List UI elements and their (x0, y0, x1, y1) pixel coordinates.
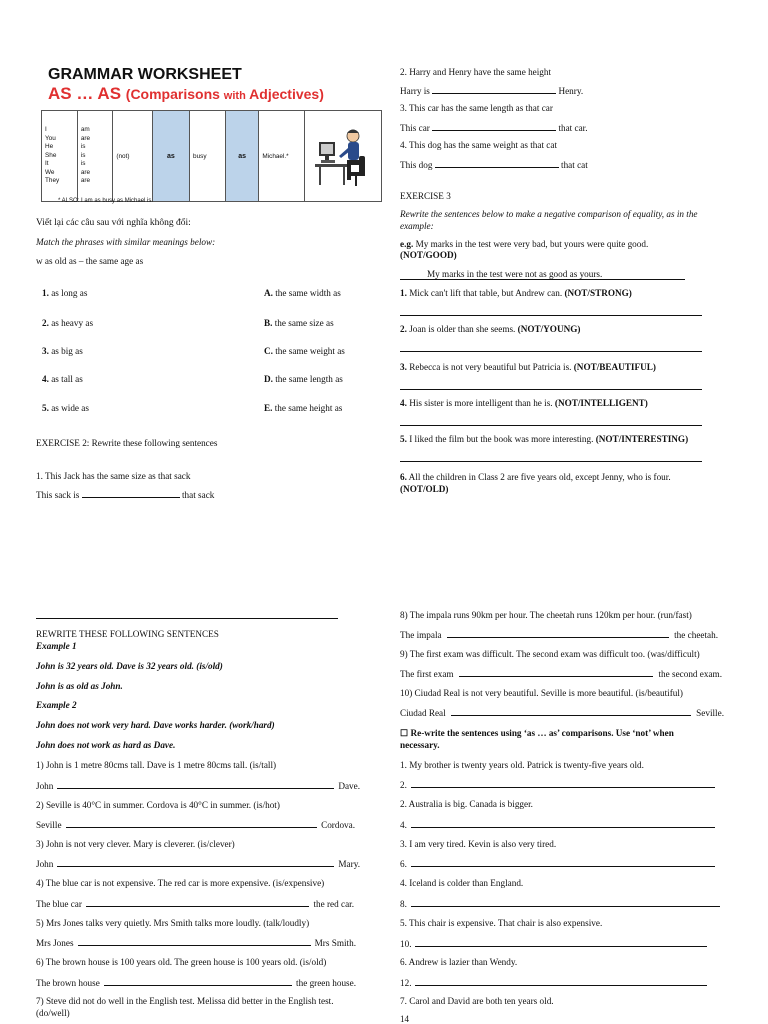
person-at-computer-illustration (305, 111, 382, 202)
exercise2-item3-answer: This car that car. (400, 123, 588, 133)
rewrite-question: 5) Mrs Jones talks very quietly. Mrs Smith talks more loudly. (talk/loudly) (36, 918, 310, 928)
answer-blank[interactable] (78, 937, 311, 946)
answer-blank[interactable] (415, 977, 707, 986)
subtitle-as: AS … AS (48, 84, 122, 103)
vietnamese-instruction: Viết lại các câu sau với nghĩa không đổi: (36, 218, 191, 228)
answer-line[interactable] (400, 425, 702, 426)
rewrite-question-7-line1: 7) Steve did not do well in the English test. Melissa did better in the English test. (36, 996, 334, 1006)
exercise3-item: 4. His sister is more intelligent than he is. (NOT/INTELLIGENT) (400, 398, 648, 408)
verb-column (77, 111, 112, 202)
rewrite-answer-row: Mrs Jones Mrs Smith. (36, 938, 356, 948)
answer-blank[interactable] (411, 898, 720, 907)
match-left-item: 5. as wide as (42, 403, 89, 413)
comparison-question: 6. Andrew is lazier than Wendy. (400, 957, 518, 967)
object-cell: Michael.* (259, 111, 305, 202)
rewrite-answer-row: John Mary. (36, 859, 360, 869)
comparison-question: 3. I am very tired. Kevin is also very tired. (400, 839, 557, 849)
pronoun: He (45, 143, 54, 151)
exercise3-item: 5. I liked the film but the book was more interesting. (NOT/INTERESTING) (400, 434, 689, 444)
match-example: w as old as – the same age as (36, 256, 144, 266)
not-cell: (not) (113, 111, 152, 202)
match-right-item: B. the same size as (264, 318, 334, 328)
person-at-computer-icon (311, 120, 375, 190)
verb: is (80, 160, 86, 168)
exercise3-item: 1. Mick can't lift that table, but Andrew can. (NOT/STRONG) (400, 288, 632, 298)
exercise3-example: e.g. My marks in the test were very bad, but yours were quite good. (400, 239, 649, 249)
answer-blank[interactable] (104, 977, 292, 986)
exercise2-item3: 3. This car has the same length as that car (400, 103, 553, 113)
answer-blank[interactable] (411, 779, 715, 788)
comparison-question: 5. This chair is expensive. That chair is also expensive. (400, 918, 603, 928)
exercise3-item: 3. Rebecca is not very beautiful but Patricia is. (NOT/BEAUTIFUL) (400, 362, 656, 372)
pronoun: You (45, 134, 56, 142)
exercise3-example-answer: My marks in the test were not as good as yours. (400, 269, 685, 280)
conjugation-table (41, 110, 382, 202)
comparison-answer-row: 10. (400, 938, 707, 949)
answer-blank[interactable] (435, 159, 559, 168)
exercise2-item2: 2. Harry and Henry have the same height (400, 67, 552, 77)
answer-blank[interactable] (432, 85, 556, 94)
match-right-item: C. the same weight as (264, 346, 345, 356)
comparison-question: 7. Carol and David are both ten years old. (400, 996, 554, 1006)
answer-blank[interactable] (415, 938, 707, 947)
rewrite-question: 9) The first exam was difficult. The second exam was difficult too. (was/difficult) (400, 649, 700, 659)
adjective-cell: busy (190, 111, 226, 202)
comparison-answer-row: 2. (400, 779, 715, 790)
example1-label: Example 1 (36, 641, 77, 651)
rewrite-question: 8) The impala runs 90km per hour. The cheetah runs 120km per hour. (run/fast) (400, 610, 692, 620)
answer-line[interactable] (400, 461, 702, 462)
example2-answer: John does not work as hard as Dave. (36, 740, 176, 750)
exercise3-item: 2. Joan is older than she seems. (NOT/YOUNG) (400, 324, 581, 334)
answer-line[interactable] (400, 351, 702, 352)
rewrite-question: 1) John is 1 metre 80cms tall. Dave is 1 metre 80cms tall. (is/tall) (36, 760, 277, 770)
comparison-answer-row: 4. (400, 819, 715, 830)
rewrite-instruction-line2: necessary. (400, 740, 440, 750)
example2-question: John does not work very hard. Dave works harder. (work/hard) (36, 720, 275, 730)
exercise2-item1-answer: This sack is that sack (36, 490, 215, 500)
subtitle-paren: (Comparisons (125, 86, 224, 102)
answer-blank[interactable] (57, 858, 334, 867)
rewrite-answer-row: Ciudad Real Seville. (400, 708, 724, 718)
rewrite-answer-row: Seville Cordova. (36, 820, 355, 830)
pronoun: It (45, 160, 49, 168)
rewrite-answer-row: The blue car the red car. (36, 899, 354, 909)
verb: is (80, 151, 86, 159)
worksheet-title: GRAMMAR WORKSHEET (48, 66, 242, 83)
divider-line (36, 618, 338, 619)
answer-blank[interactable] (82, 489, 180, 498)
rewrite-question: 4) The blue car is not expensive. The red car is more expensive. (is/expensive) (36, 878, 325, 888)
exercise3-instruction-line2: example: (400, 221, 434, 231)
answer-blank[interactable] (66, 819, 318, 828)
answer-blank[interactable] (447, 629, 670, 638)
verb: am (80, 126, 90, 134)
answer-blank[interactable] (451, 707, 691, 716)
example1-answer: John is as old as John. (36, 681, 123, 691)
exercise2-item1: 1. This Jack has the same size as that sack (36, 471, 191, 481)
comparison-question: 2. Australia is big. Canada is bigger. (400, 799, 533, 809)
answer-blank[interactable] (57, 780, 334, 789)
comparison-question: 1. My brother is twenty years old. Patrick is twenty-five years old. (400, 760, 644, 770)
answer-blank[interactable] (411, 819, 715, 828)
rewrite-question: 2) Seville is 40°C in summer. Cordova is 40°C in summer. (is/hot) (36, 800, 280, 810)
match-instruction: Match the phrases with similar meanings below: (36, 237, 216, 247)
verb: are (80, 168, 91, 176)
comparison-answer-row: 12. (400, 977, 707, 988)
subtitle-with: with (223, 90, 246, 102)
exercise3-item6: 6. All the children in Class 2 are five years old, except Jenny, who is four. (400, 472, 671, 482)
comparison-answer-row: 6. (400, 858, 715, 869)
example2-label: Example 2 (36, 700, 77, 710)
match-right-item: D. the same length as (264, 374, 343, 384)
verb: is (80, 143, 86, 151)
answer-blank[interactable] (411, 858, 715, 867)
rewrite-question: 10) Ciudad Real is not very beautiful. Seville is more beautiful. (is/beautiful) (400, 688, 683, 698)
match-left-item: 1. as long as (42, 288, 88, 298)
exercise3-title: EXERCISE 3 (400, 191, 451, 201)
rewrite-question: 3) John is not very clever. Mary is cleverer. (is/clever) (36, 839, 235, 849)
pronoun: They (45, 177, 60, 185)
rewrite-question: 6) The brown house is 100 years old. The green house is 100 years old. (is/old) (36, 957, 327, 967)
answer-blank[interactable] (432, 122, 556, 131)
rewrite-instruction-line1: ☐ Re-write the sentences using ‘as … as’ comparisons. Use ‘not’ when (400, 728, 674, 738)
worksheet-subtitle (48, 84, 324, 104)
pronoun: We (45, 168, 55, 176)
exercise2-item4: 4. This dog has the same weight as that cat (400, 140, 558, 150)
exercise3-instruction-line1: Rewrite the sentences below to make a negative comparison of equality, as in the (400, 209, 698, 219)
answer-blank[interactable] (459, 668, 654, 677)
verb: are (80, 177, 91, 185)
answer-blank[interactable] (86, 898, 310, 907)
match-left-item: 4. as tall as (42, 374, 83, 384)
verb: are (80, 134, 91, 142)
exercise2-item4-answer: This dog that cat (400, 160, 588, 170)
example1-question: John is 32 years old. Dave is 32 years old. (is/old) (36, 661, 223, 671)
match-left-item: 2. as heavy as (42, 318, 94, 328)
pronoun-column (42, 111, 78, 202)
as-cell-first: as (152, 111, 189, 202)
exercise3-example-cue: (NOT/GOOD) (400, 250, 457, 260)
answer-line[interactable] (400, 315, 702, 316)
as-cell-second: as (225, 111, 259, 202)
rewrite-answer-row: The impala the cheetah. (400, 630, 718, 640)
exercise2-title: EXERCISE 2: Rewrite these following sentences (36, 438, 218, 448)
pronoun: I (45, 126, 47, 134)
rewrite-question-7-line2: (do/well) (36, 1008, 70, 1018)
rewrite-answer-row: The brown house the green house. (36, 978, 356, 988)
rewrite-answer-row: John Dave. (36, 781, 360, 791)
subtitle-rest: Adjectives) (245, 86, 324, 102)
rewrite-title: REWRITE THESE FOLLOWING SENTENCES (36, 629, 219, 639)
comparison-question: 4. Iceland is colder than England. (400, 878, 524, 888)
comparison-answer-row: 8. (400, 898, 720, 909)
match-right-item: E. the same height as (264, 403, 343, 413)
pronoun: She (45, 151, 57, 159)
page-number: 14 (400, 1014, 409, 1024)
exercise2-item2-answer: Harry is Henry. (400, 86, 584, 96)
match-left-item: 3. as big as (42, 346, 83, 356)
answer-line[interactable] (400, 389, 702, 390)
also-note: * ALSO: I am as busy as Michael is. (58, 198, 154, 204)
exercise3-item6-cue: (NOT/OLD) (400, 484, 449, 494)
rewrite-answer-row: The first exam the second exam. (400, 669, 722, 679)
match-right-item: A. the same width as (264, 288, 341, 298)
